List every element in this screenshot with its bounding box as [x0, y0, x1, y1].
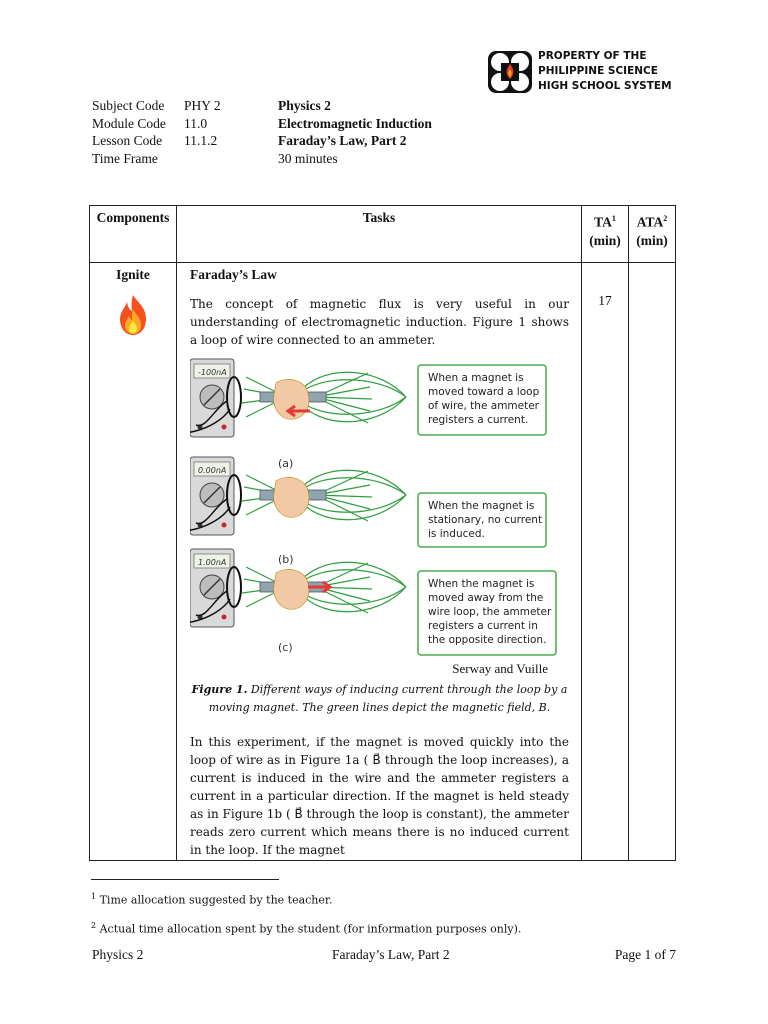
meta-label: Subject Code — [92, 98, 165, 113]
figure-caption: Figure 1. Different ways of inducing current through the loop by a moving magnet. The green lines depict the magnetic field, B. — [191, 683, 568, 714]
footer-page-number: Page 1 of 7 — [614, 947, 676, 962]
lesson-meta — [92, 97, 432, 167]
body-paragraph: In this experiment, if the magnet is moved quickly into the loop of wire as in Figure 1a ( B⃗ through the loop increases), a current is induced in the wire and the ammeter registers a current in a particular direction. If the magnet is held steady as in Figure 1b ( B⃗ through the loop is constant), the ammeter reads zero current which means there is no induced current in the loop. If the magnet — [190, 735, 569, 857]
meta-row-lesson — [92, 132, 432, 150]
note-line: is induced. — [428, 528, 485, 540]
note-line: registers a current in — [428, 620, 538, 632]
lesson-table — [89, 205, 676, 861]
footnote-text: Time allocation suggested by the teacher. — [99, 893, 333, 907]
note-line: When the magnet is — [428, 578, 535, 590]
meter-readout: 0.00nA — [198, 466, 227, 475]
meta-row-timeframe — [92, 150, 432, 168]
note-line: wire loop, the ammeter — [428, 606, 552, 618]
meta-value: Electromagnetic Induction — [278, 115, 432, 131]
task-title: Faraday’s Law — [190, 267, 277, 282]
meta-row-subject — [92, 97, 432, 115]
note-line: When a magnet is — [428, 372, 524, 384]
footnote-num: 2 — [91, 920, 97, 930]
meta-label: Module Code — [92, 115, 166, 131]
caption-text: Different ways of inducing current through the loop by a moving magnet. The green lines depict the magnetic field, — [208, 683, 568, 714]
footnote-divider — [91, 879, 279, 880]
meta-value: 30 minutes — [278, 150, 338, 166]
meta-value: Faraday’s Law, Part 2 — [278, 133, 407, 148]
note-line: stationary, no current — [428, 514, 543, 526]
header-unit: (min) — [589, 232, 621, 248]
induction-diagram — [190, 357, 558, 657]
header-tasks: Tasks — [177, 206, 582, 263]
meta-label: Time Frame — [92, 150, 158, 166]
panel-label: (b) — [278, 553, 294, 566]
meta-value: Physics 2 — [278, 98, 331, 113]
figure-1 — [190, 357, 558, 677]
note-line: moved away from the — [428, 592, 544, 604]
panel-label: (a) — [278, 457, 294, 470]
logo-text — [538, 49, 672, 94]
logo-line: PHILIPPINE SCIENCE — [538, 65, 658, 77]
footnote-2 — [91, 913, 521, 942]
meta-code: 11.0 — [184, 115, 208, 131]
panel-c — [190, 549, 406, 654]
logo-line: HIGH SCHOOL SYSTEM — [538, 80, 672, 92]
header-ata-label: ATA — [636, 214, 664, 230]
header-unit: (min) — [636, 232, 668, 248]
note-line: the opposite direction. — [428, 634, 547, 646]
logo-line: PROPERTY OF THE — [538, 50, 647, 62]
footnote-1 — [91, 884, 521, 913]
ta-value: 17 — [582, 263, 629, 861]
meta-code — [184, 150, 278, 168]
meta-row-module — [92, 115, 432, 133]
ata-cell — [629, 263, 676, 861]
panel-label: (c) — [278, 641, 293, 654]
footnotes — [91, 884, 521, 941]
meta-code: 11.1.2 — [184, 133, 218, 148]
caption-label: Figure 1. — [191, 683, 248, 696]
footnote-num: 1 — [91, 892, 97, 901]
pshs-emblem-icon — [486, 49, 534, 95]
header-ata — [629, 206, 676, 263]
meta-label: Lesson Code — [92, 133, 163, 148]
footnote-ref: 2 — [663, 214, 668, 223]
meter-readout: 1.00nA — [198, 558, 227, 567]
header-components: Components — [90, 206, 177, 263]
note-a — [418, 365, 546, 435]
figure-credit: Serway and Vuille — [452, 661, 548, 676]
note-line: registers a current. — [428, 414, 529, 426]
footnote-text: Actual time allocation spent by the student (for information purposes only). — [99, 922, 522, 936]
footer-lesson: Faraday’s Law, Part 2 — [332, 947, 450, 962]
footnote-ref: 1 — [611, 214, 616, 223]
component-name: Ignite — [116, 267, 150, 282]
table-row — [90, 263, 676, 861]
fire-icon — [116, 293, 150, 337]
table-header-row — [90, 206, 676, 263]
task-cell — [177, 263, 582, 861]
note-line: of wire, the ammeter — [428, 400, 539, 412]
note-line: When the magnet is — [428, 500, 535, 512]
panel-a — [190, 359, 406, 470]
pshs-logo — [486, 49, 676, 95]
note-c — [418, 571, 556, 655]
component-cell — [90, 263, 177, 861]
footer-subject: Physics 2 — [92, 947, 144, 962]
note-line: moved toward a loop — [428, 386, 540, 398]
caption-symbol: B — [538, 701, 547, 714]
intro-paragraph: The concept of magnetic flux is very useful in our understanding of electromagnetic induction. Figure 1 shows a loop of wire connected to an ammeter. — [190, 297, 569, 347]
header-ta — [582, 206, 629, 263]
meta-code: PHY 2 — [184, 98, 221, 113]
meter-readout: -100nA — [198, 368, 227, 377]
header-ta-label: TA — [594, 214, 612, 230]
note-b — [418, 493, 546, 547]
